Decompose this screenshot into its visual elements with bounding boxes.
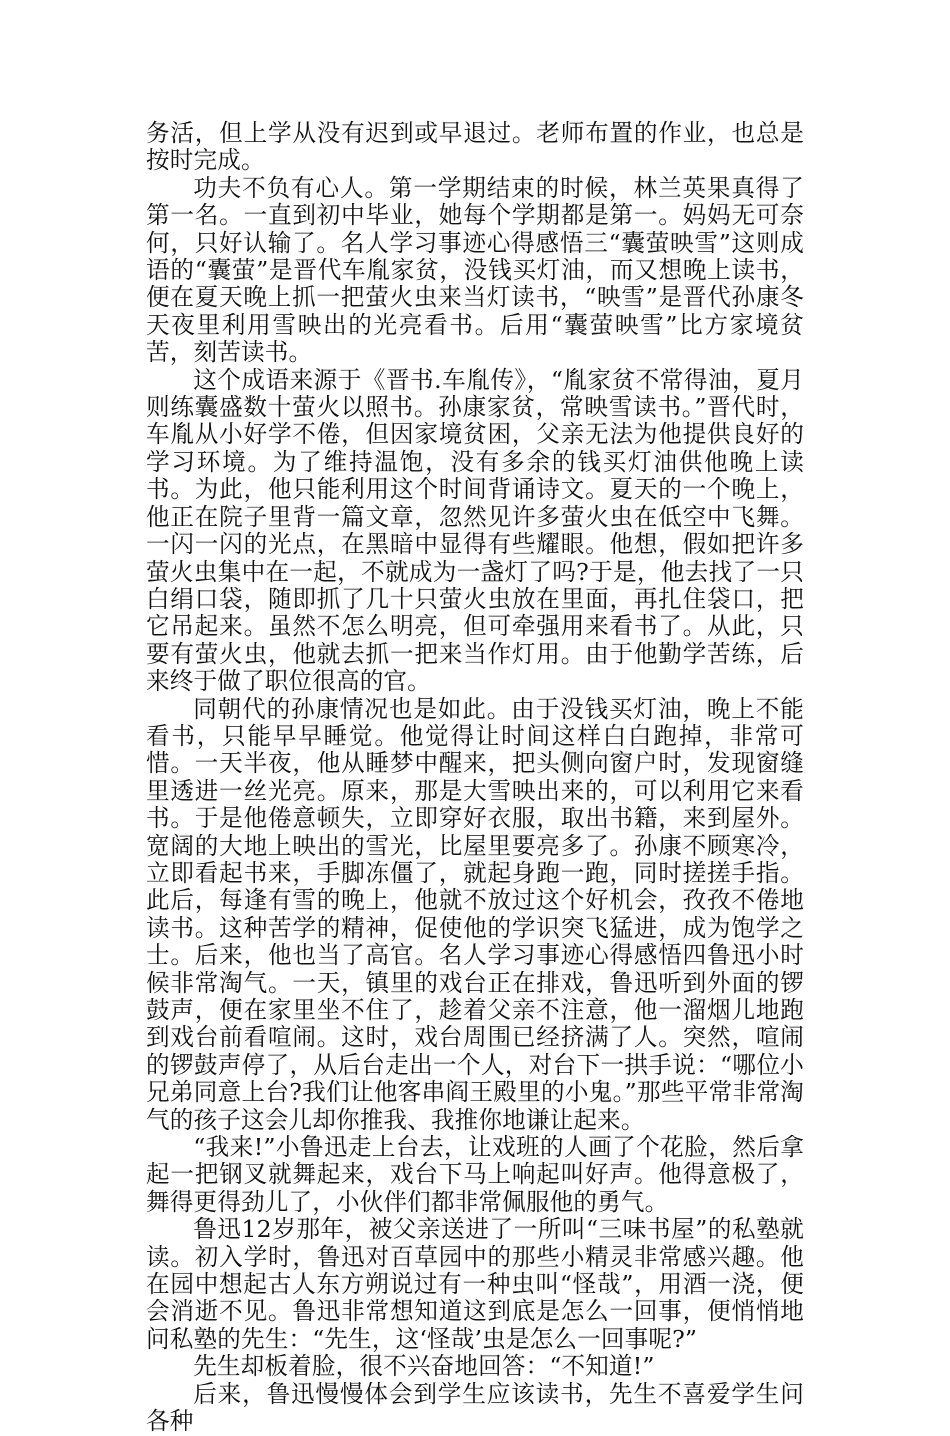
paragraph-1: 务活，但上学从没有迟到或早退过。老师布置的作业，也总是按时完成。 [146, 119, 804, 175]
paragraph-3: 这个成语来源于《晋书.车胤传》，“胤家贫不常得油，夏月则练囊盛数十萤火以照书。孙康家贫，常映雪读书。”晋代时，车胤从小好学不倦，但因家境贫困，父亲无法为他提供良好的学习环境。为了维持温饱，没有多余的钱买灯油供他晚上读书。为此，他只能利用这个时间背诵诗文。夏天的一个晚上，他正在院子里背一篇文章，忽然见许多萤火虫在低空中飞舞。一闪一闪的光点，在黑暗中显得有些耀眼。他想，假如把许多萤火虫集中在一起，不就成为一盏灯了吗?于是，他去找了一只白绢口袋，随即抓了几十只萤火虫放在里面，再扎住袋口，把它吊起来。虽然不怎么明亮，但可牵强用来看书了。从此，只要有萤火虫，他就去抓一把来当作灯用。由于他勤学苦练，后来终于做了职位很高的官。 [146, 365, 804, 696]
paragraph-8: 后来，鲁迅慢慢体会到学生应该读书，先生不喜爱学生问各种 [146, 1379, 804, 1436]
document-body [146, 120, 804, 1436]
paragraph-4: 同朝代的孙康情况也是如此。由于没钱买灯油，晚上不能看书，只能早早睡觉。他觉得让时间这样白白跑掉，非常可惜。一天半夜，他从睡梦中醒来，把头侧向窗户时，发现窗缝里透进一丝光亮。原来，那是大雪映出来的，可以利用它来看书。于是他倦意顿失，立即穿好衣服，取出书籍，来到屋外。宽阔的大地上映出的雪光，比屋里要亮多了。孙康不顾寒冷，立即看起书来，手脚冻僵了，就起身跑一跑，同时搓搓手指。此后，每逢有雪的晚上，他就不放过这个好机会，孜孜不倦地读书。这种苦学的精神，促使他的学识突飞猛进，成为饱学之士。后来，他也当了高官。名人学习事迹心得感悟四鲁迅小时候非常淘气。一天，镇里的戏台正在排戏，鲁迅听到外面的锣鼓声，便在家里坐不住了，趁着父亲不注意，他一溜烟儿地跑到戏台前看喧闹。这时，戏台周围已经挤满了人。突然，喧闹的锣鼓声停了，从后台走出一个人，对台下一拱手说：“哪位小兄弟同意上台?我们让他客串阎王殿里的小鬼。”那些平常非常淘气的孩子这会儿却你推我、我推你地谦让起来。 [146, 694, 804, 1134]
paragraph-5: “我来!”小鲁迅走上台去，让戏班的人画了个花脸，然后拿起一把钢叉就舞起来，戏台下马上响起叫好声。他得意极了，舞得更得劲儿了，小伙伴们都非常佩服他的勇气。 [146, 1133, 804, 1216]
paragraph-6: 鲁迅12岁那年，被父亲送进了一所叫“三味书屋”的私塾就读。初入学时，鲁迅对百草园中的那些小精灵非常感兴趣。他在园中想起古人东方朔说过有一种虫叫“怪哉”，用酒一浇，便会消逝不见。鲁迅非常想知道这到底是怎么一回事，便悄悄地问私塾的先生：“先生，这‘怪哉’虫是怎么一回事呢?” [146, 1215, 804, 1353]
paragraph-7: 先生却板着脸，很不兴奋地回答：“不知道!” [193, 1352, 655, 1381]
paragraph-2: 功夫不负有心人。第一学期结束的时候，林兰英果真得了第一名。一直到初中毕业，她每个学期都是第一。妈妈无可奈何，只好认输了。名人学习事迹心得感悟三“囊萤映雪”这则成语的“囊萤”是晋代车胤家贫，没钱买灯油，而又想晚上读书，便在夏天晚上抓一把萤火虫来当灯读书，“映雪”是晋代孙康冬天夜里利用雪映出的光亮看书。后用“囊萤映雪”比方家境贫苦，刻苦读书。 [146, 173, 804, 367]
